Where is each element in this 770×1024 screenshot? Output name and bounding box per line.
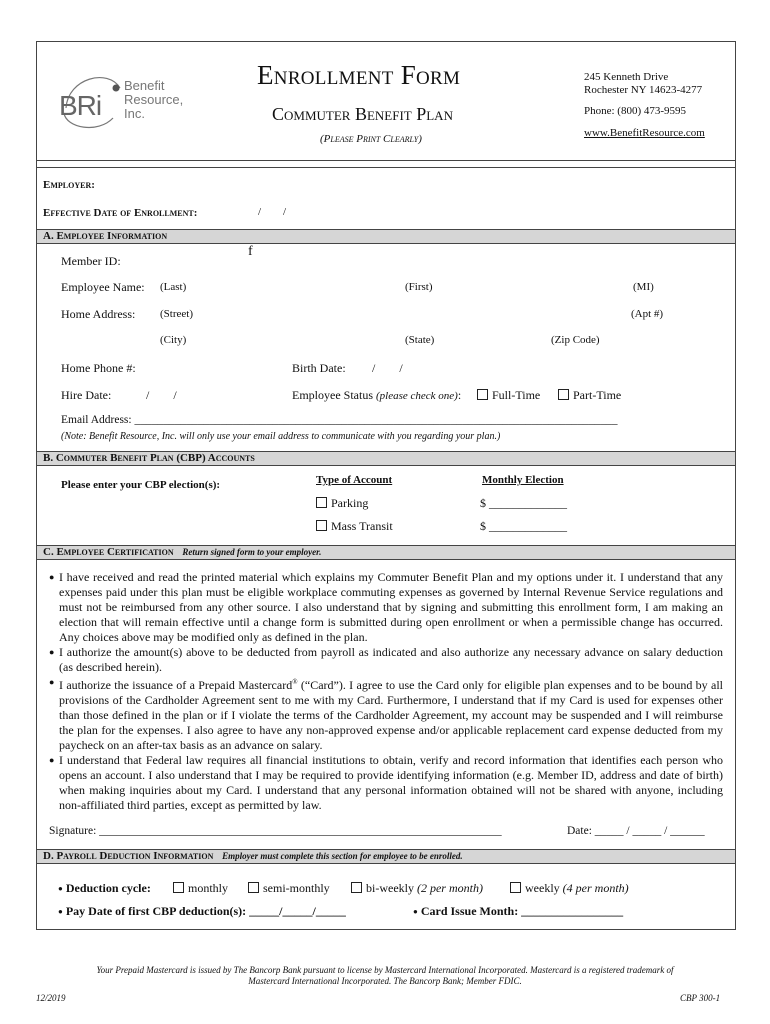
employer-label: Employer: <box>43 179 95 191</box>
full-time-label: Full-Time <box>492 388 541 402</box>
part-time-label: Part-Time <box>573 388 622 402</box>
pay-date-field[interactable]: Pay Date of first CBP deduction(s): _____/_____/_____ <box>65 904 346 918</box>
bi-weekly-option[interactable] <box>351 881 483 896</box>
city-field[interactable]: (City) <box>160 334 187 346</box>
hire-date-field[interactable]: / / <box>146 388 177 402</box>
bi-weekly-checkbox[interactable] <box>351 882 362 893</box>
semi-monthly-option[interactable] <box>248 881 330 896</box>
semi-monthly-label: semi-monthly <box>263 881 330 895</box>
bi-weekly-label: bi-weekly <box>366 881 414 895</box>
monthly-option[interactable] <box>173 881 228 896</box>
section-a-title: A. Employee Information <box>43 230 168 242</box>
deduction-cycle-label: Deduction cycle: <box>65 881 151 895</box>
weekly-label: weekly <box>525 881 560 895</box>
bullet-icon: ● <box>58 907 63 916</box>
section-c-note: Return signed form to your employer. <box>182 547 322 557</box>
mass-transit-label: Mass Transit <box>331 519 393 533</box>
logo-initials: BRi <box>59 90 102 121</box>
card-item-part-a: I authorize the issuance of a Prepaid Mastercard <box>59 678 293 692</box>
part-time-checkbox[interactable] <box>558 389 569 400</box>
section-a-header <box>37 229 735 244</box>
apt-field[interactable]: (Apt #) <box>631 308 664 320</box>
bi-weekly-hint: (2 per month) <box>416 881 483 895</box>
mass-transit-option[interactable] <box>316 519 393 534</box>
mass-transit-checkbox[interactable] <box>316 520 327 531</box>
page-subtitle: Commuter Benefit Plan <box>272 104 453 124</box>
home-address-label[interactable]: Home Address: <box>61 307 136 321</box>
header-divider-2 <box>37 167 735 168</box>
state-field[interactable]: (State) <box>405 334 435 346</box>
certification-item-1-text: I have received and read the printed material which explains my Commuter Benefit Plan and my options under it. I understand that any expenses paid under this plan must be eligible workplace commuting expenses as governed by Internal Revenue Service regulations and must not be reimbursed from any other source. I also understand that by signing and submitting this enrollment form, I am making an election that will remain effective until a change form is submitted during open enrollment or when a permissible change has occurred. Any choices above may be modified only as defined in the plan. <box>59 570 723 644</box>
email-field[interactable]: Email Address: ____________________________________________________________________________________ <box>61 414 618 426</box>
section-d-title: D. Payroll Deduction Information <box>43 850 214 862</box>
certification-text <box>49 570 723 813</box>
card-item-part-b: (“Card”). I agree to use the Card only for eligible plan expenses and to be bound by all provisions of the Cardholder Agreement sent to me with my Card. Furthermore, I understand that if my Card is used for expenses other than those defined in the plan or if I violate the terms of the Cardholder Agreement, my account may be suspended and I will reimburse the plan for the expenses. I also agree to have any non-approved expense and/or applicable replacement card expense deducted from my paycheck on an after-tax basis as an advance on salary. <box>59 678 724 752</box>
stray-mark: f <box>248 244 253 259</box>
pay-date-row[interactable] <box>58 904 346 919</box>
logo-name-line2: Resource, <box>124 92 184 107</box>
parking-label: Parking <box>331 496 369 510</box>
logo-name-line3: Inc. <box>124 106 145 121</box>
address-line-2: Rochester NY 14623-4277 <box>584 84 703 96</box>
website-link[interactable]: www.BenefitResource.com <box>584 127 705 139</box>
bullet-icon: ● <box>49 647 55 657</box>
revision-date: 12/2019 <box>36 993 66 1003</box>
full-time-option[interactable] <box>477 388 540 403</box>
section-d-header <box>37 849 735 864</box>
section-d-note: Employer must complete this section for employee to be enrolled. <box>222 851 463 861</box>
certification-item-3 <box>49 675 723 753</box>
logo-name-line1: Benefit <box>124 78 165 93</box>
signature-field[interactable]: Signature: ______________________________________________________________________ <box>49 825 502 837</box>
birth-date-label: Birth Date: <box>292 361 346 375</box>
section-c-header <box>37 545 735 560</box>
employee-status-hint: (please check one) <box>376 390 458 402</box>
weekly-option[interactable] <box>510 881 629 896</box>
disclaimer-line-2: Mastercard International Incorporated. The Bancorp Bank; Member FDIC. <box>248 976 522 986</box>
name-mi-field[interactable]: (MI) <box>633 281 654 293</box>
page-title: Enrollment Form <box>257 60 461 90</box>
effective-date-label: Effective Date of Enrollment: <box>43 207 198 219</box>
semi-monthly-checkbox[interactable] <box>248 882 259 893</box>
certification-item-2 <box>49 645 723 675</box>
card-issue-month-field[interactable]: Card Issue Month: _________________ <box>420 904 624 918</box>
employee-status-group: Employee Status (please check one): <box>292 388 462 402</box>
company-logo <box>58 68 208 134</box>
hire-date-label: Hire Date: <box>61 388 112 402</box>
effective-date-field[interactable]: / / <box>258 206 287 218</box>
section-c-title: C. Employee Certification <box>43 546 174 558</box>
monthly-label: monthly <box>188 881 229 895</box>
section-b-title: B. Commuter Benefit Plan (CBP) Accounts <box>43 452 255 464</box>
parking-amount-field[interactable]: $ _____________ <box>480 496 567 510</box>
bullet-icon: ● <box>49 572 55 582</box>
email-note: (Note: Benefit Resource, Inc. will only use your email address to communicate with you regarding your plan.) <box>61 431 501 442</box>
disclaimer-line-1: Your Prepaid Mastercard is issued by The Bancorp Bank pursuant to license by Mastercard International Incorporated. Mastercard is a registered trademark of <box>96 965 674 975</box>
form-code: CBP 300-1 <box>680 993 721 1003</box>
deduction-cycle-row <box>58 881 151 896</box>
name-last-field[interactable]: (Last) <box>160 281 187 293</box>
monthly-election-header: Monthly Election <box>482 474 564 486</box>
birth-date-field[interactable]: / / <box>372 361 403 375</box>
parking-option[interactable] <box>316 496 368 511</box>
monthly-checkbox[interactable] <box>173 882 184 893</box>
cbp-election-prompt: Please enter your CBP election(s): <box>61 479 221 491</box>
street-field[interactable]: (Street) <box>160 308 193 320</box>
address-line-1: 245 Kenneth Drive <box>584 71 669 83</box>
registered-mark: ® <box>292 678 298 686</box>
zip-field[interactable]: (Zip Code) <box>551 334 600 346</box>
name-first-field[interactable]: (First) <box>405 281 433 293</box>
signature-date-field[interactable]: Date: _____ / _____ / ______ <box>567 825 705 837</box>
employee-name-label[interactable]: Employee Name: <box>61 280 145 294</box>
certification-item-4-text: I understand that Federal law requires all financial institutions to obtain, verify and record information that identifies each person who opens an account. I also understand that I may be required to provide identifying information (e.g. Member ID, address and date of birth) when making inquiries about my Card. I understand that any personal information obtained will not be shared with anyone, including non-affiliated third parties, except as permitted by law. <box>59 753 723 812</box>
phone-number: Phone: (800) 473-9595 <box>584 105 687 117</box>
weekly-checkbox[interactable] <box>510 882 521 893</box>
employee-status-label: Employee Status <box>292 388 373 402</box>
member-id-label[interactable]: Member ID: <box>61 254 121 268</box>
footer-disclaimer <box>40 965 730 987</box>
bullet-icon: ● <box>413 907 418 916</box>
certification-item-1 <box>49 570 723 645</box>
mass-transit-amount-field[interactable]: $ _____________ <box>480 519 567 533</box>
home-phone-label[interactable]: Home Phone #: <box>61 361 136 375</box>
certification-item-2-text: I authorize the amount(s) above to be deducted from payroll as indicated and also authorize any necessary advance on salary deduction (as described herein). <box>59 645 723 674</box>
header-divider <box>37 160 735 161</box>
section-b-header <box>37 451 735 466</box>
bullet-icon: ● <box>49 677 55 687</box>
certification-item-4 <box>49 753 723 813</box>
type-of-account-header: Type of Account <box>316 474 393 486</box>
card-issue-row[interactable] <box>413 904 623 919</box>
full-time-checkbox[interactable] <box>477 389 488 400</box>
bullet-icon: ● <box>49 755 55 765</box>
weekly-hint: (4 per month) <box>562 881 629 895</box>
bullet-icon: ● <box>58 884 63 893</box>
parking-checkbox[interactable] <box>316 497 327 508</box>
print-instruction: (Please Print Clearly) <box>320 133 422 145</box>
part-time-option[interactable] <box>558 388 621 403</box>
